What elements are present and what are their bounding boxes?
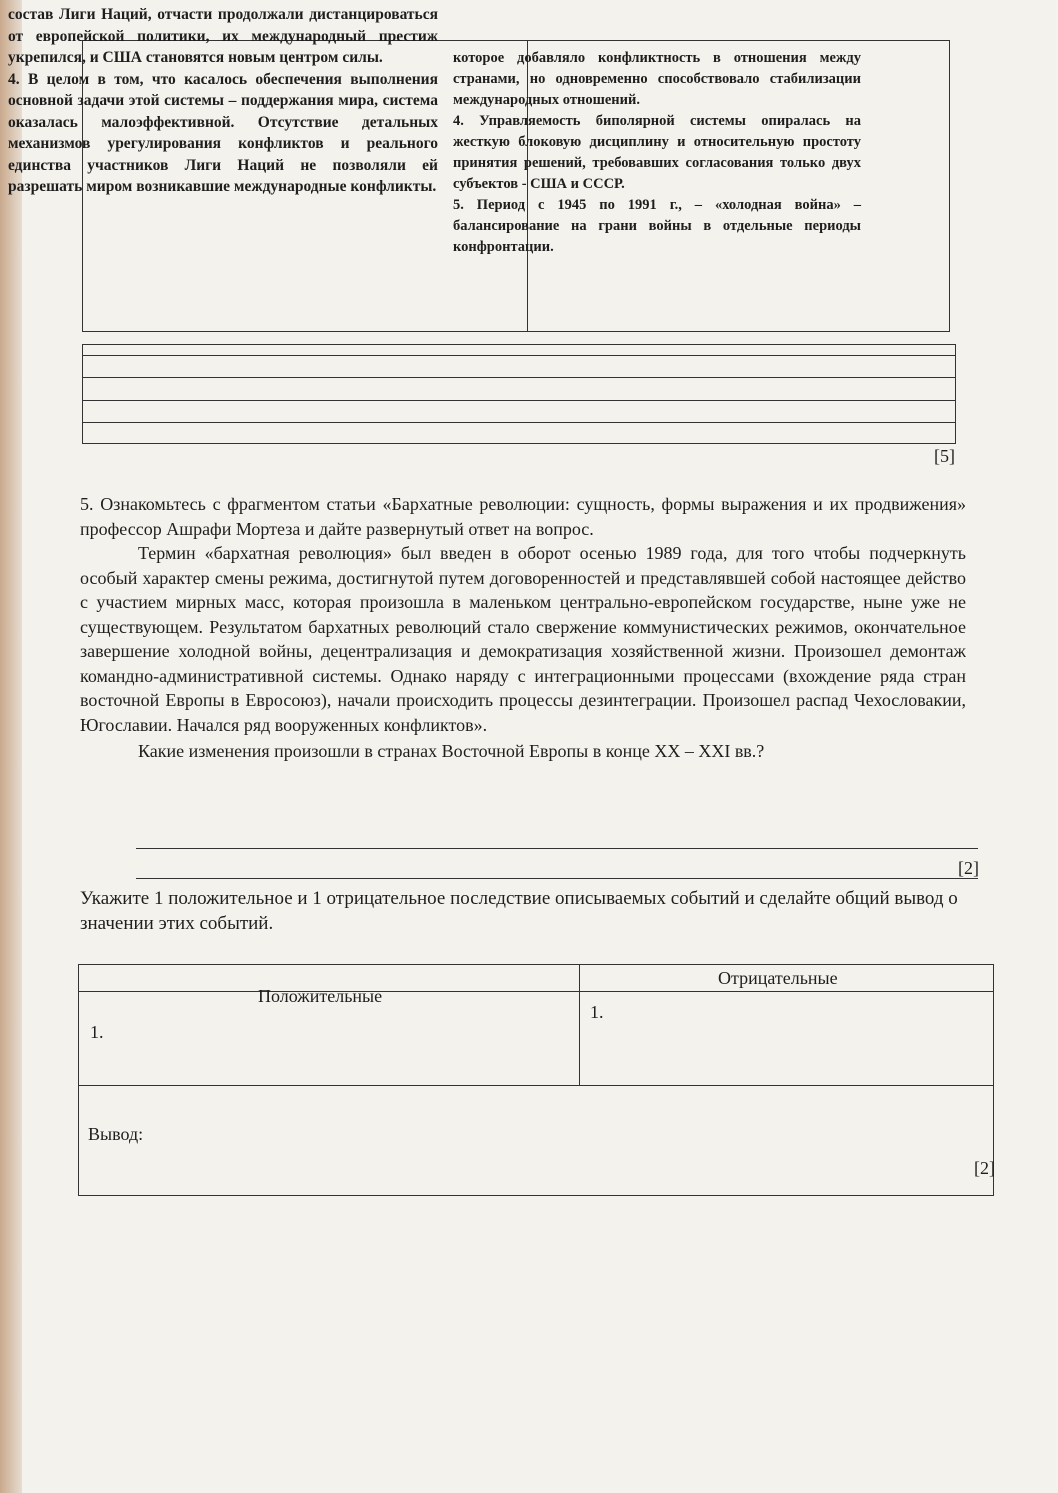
answer-rows-box[interactable]: [82, 344, 956, 444]
task-5-quote: Термин «бархатная революция» был введен в оборот осенью 1989 года, для того чтобы подчеркнуть особый характер смены режима, достигнутой путем договоренностей и представлявшей собой настоящее действо с участием мирных масс, которая произошла в маленьком центрально-европейском государстве, ныне уже не существующем. Результатом бархатных революций стало свержение коммунистических режимов, окончательное завершение холодной войны, децентрализация и демократизация хозяйственной жизни. Произошел демонтаж командно-административной системы. Однако наряду с интеграционными процессами (вхождение ряда стран восточной Европы в Евросоюз), начали происходить процессы дезинтеграции. Произошел распад Чехословакии, Югославии. Начался ряд вооруженных конфликтов».: [80, 543, 966, 735]
right-paragraph: которое добавляло конфликтность в отношения между странами, но одновременно способствовало стабилизации международных отношений.: [453, 50, 861, 108]
task-5-question: Какие изменения произошли в странах Восточной Европы в конце XX – XXI вв.?: [138, 741, 765, 761]
negative-item-cell[interactable]: 1.: [590, 1002, 604, 1022]
right-paragraph: 5. Период с 1945 по 1991 г., – «холодная война» – балансирование на грани войны в отдельные периоды конфронтации.: [453, 197, 861, 255]
comparison-left-column: [8, 4, 438, 198]
positive-item-cell[interactable]: 1.: [90, 1022, 104, 1042]
task-6-instruction: Укажите 1 положительное и 1 отрицательное последствие описываемых событий и сделайте общий вывод о значении этих событий.: [80, 888, 958, 934]
answer-row-line: [83, 377, 955, 378]
table-column-divider: [579, 965, 580, 1085]
answer-row-line: [83, 422, 955, 423]
positive-header: Положительные: [258, 986, 383, 1006]
consequences-table: [78, 964, 994, 1196]
answer-row-line: [83, 355, 955, 356]
conclusion-cell[interactable]: Вывод:: [88, 1124, 144, 1144]
answer-line[interactable]: [136, 878, 978, 879]
score-mark: [2]: [958, 858, 979, 878]
negative-header: Отрицательные: [718, 968, 838, 988]
right-paragraph: 4. Управляемость биполярной системы опиралась на жесткую блоковую дисциплину и относительную простоту принятия решений, требовавших согласования только двух субъектов - США и СССР.: [453, 113, 861, 192]
page-edge-shadow: [0, 0, 22, 1493]
answer-row-line: [83, 400, 955, 401]
task-6-instruction-block: [80, 886, 986, 936]
task-5-intro: 5. Ознакомьтесь с фрагментом статьи «Бархатные революции: сущность, формы выражения и их продвижения» профессор Ашрафи Мортеза и дайте развернутый ответ на вопрос.: [80, 494, 966, 539]
answer-line[interactable]: [136, 848, 978, 849]
score-mark: [5]: [934, 446, 955, 466]
table-conclusion-line: [79, 1085, 993, 1086]
score-mark: [2]: [974, 1158, 995, 1178]
left-paragraph: 4. В целом в том, что касалось обеспечения выполнения основной задачи этой системы – поддержания мира, система оказалась малоэффективной. Отсутствие детальных механизмов урегулирования конфликтов и реального единства участников Лиги Наций не позволяли ей разрешать миром возникавшие международные конфликты.: [8, 70, 438, 195]
table-header-line: [79, 991, 993, 992]
task-5: [80, 492, 966, 764]
comparison-right-column: [453, 48, 861, 258]
left-paragraph: состав Лиги Наций, отчасти продолжали дистанцироваться от европейской политики, их международный престиж укрепился, и США становятся новым центром силы.: [8, 6, 438, 66]
